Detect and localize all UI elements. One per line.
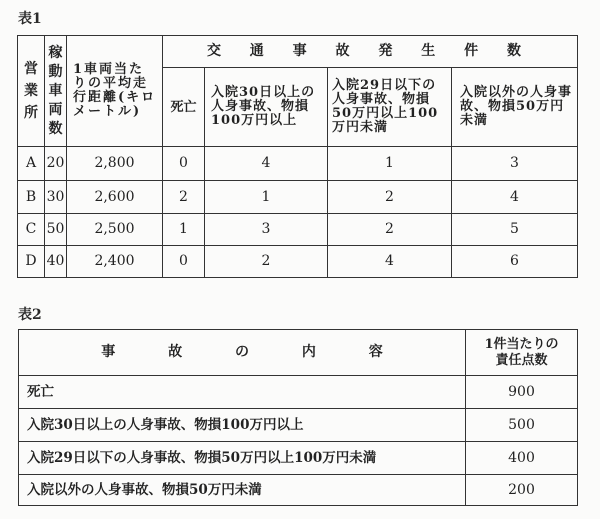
points-cell: 900	[466, 376, 578, 409]
accident-count-table	[17, 35, 578, 278]
distance-cell: 2,500	[67, 214, 163, 246]
distance-cell: 2,400	[67, 246, 163, 278]
header-points: 1件当たりの責任点数	[466, 330, 578, 376]
table-row	[18, 147, 578, 181]
cat1-cell: 4	[205, 147, 328, 181]
cat1-cell: 1	[205, 181, 328, 214]
header-office: 営 業 所	[18, 36, 45, 147]
content-cell: 入院30日以上の人身事故、物損100万円以上	[19, 409, 466, 442]
points-cell: 400	[466, 442, 578, 475]
header-accident-content: 事 故 の 内 容	[19, 330, 466, 376]
header-accident-group: 交 通 事 故 発 生 件 数	[163, 36, 578, 68]
table-row	[19, 376, 578, 409]
cat2-cell: 2	[328, 181, 452, 214]
header-avg-distance: 1車両当たりの平均走行距離(キロメートル)	[67, 36, 163, 147]
header-cat1: 入院30日以上の人身事故、物損100万円以上	[205, 68, 328, 147]
content-cell: 入院以外の人身事故、物損50万円未満	[19, 475, 466, 506]
office-cell: C	[18, 214, 45, 246]
table-row	[19, 442, 578, 475]
office-cell: B	[18, 181, 45, 214]
office-cell: D	[18, 246, 45, 278]
cat3-cell: 4	[452, 181, 578, 214]
cat2-cell: 1	[328, 147, 452, 181]
table-row	[18, 181, 578, 214]
header-death: 死亡	[163, 68, 205, 147]
header-cat3: 入院以外の人身事故、物損50万円未満	[452, 68, 578, 147]
header-cat2: 入院29日以下の人身事故、物損50万円以上100万円未満	[328, 68, 452, 147]
cat1-cell: 3	[205, 214, 328, 246]
table1-caption: 表1	[18, 11, 42, 27]
cat2-cell: 4	[328, 246, 452, 278]
distance-cell: 2,600	[67, 181, 163, 214]
cat3-cell: 5	[452, 214, 578, 246]
cat3-cell: 6	[452, 246, 578, 278]
header-vehicles: 稼 動 車 両 数	[45, 36, 67, 147]
content-cell: 死亡	[19, 376, 466, 409]
vehicles-cell: 40	[45, 246, 67, 278]
death-cell: 2	[163, 181, 205, 214]
points-cell: 500	[466, 409, 578, 442]
cat1-cell: 2	[205, 246, 328, 278]
vehicles-cell: 20	[45, 147, 67, 181]
death-cell: 0	[163, 147, 205, 181]
office-cell: A	[18, 147, 45, 181]
cat3-cell: 3	[452, 147, 578, 181]
table-row	[18, 214, 578, 246]
content-cell: 入院29日以下の人身事故、物損50万円以上100万円未満	[19, 442, 466, 475]
vehicles-cell: 30	[45, 181, 67, 214]
distance-cell: 2,800	[67, 147, 163, 181]
table2-caption: 表2	[18, 307, 42, 323]
death-cell: 1	[163, 214, 205, 246]
cat2-cell: 2	[328, 214, 452, 246]
table-row	[19, 475, 578, 506]
responsibility-points-table	[18, 329, 578, 506]
vehicles-cell: 50	[45, 214, 67, 246]
death-cell: 0	[163, 246, 205, 278]
points-cell: 200	[466, 475, 578, 506]
table-row	[18, 246, 578, 278]
table-row	[19, 409, 578, 442]
